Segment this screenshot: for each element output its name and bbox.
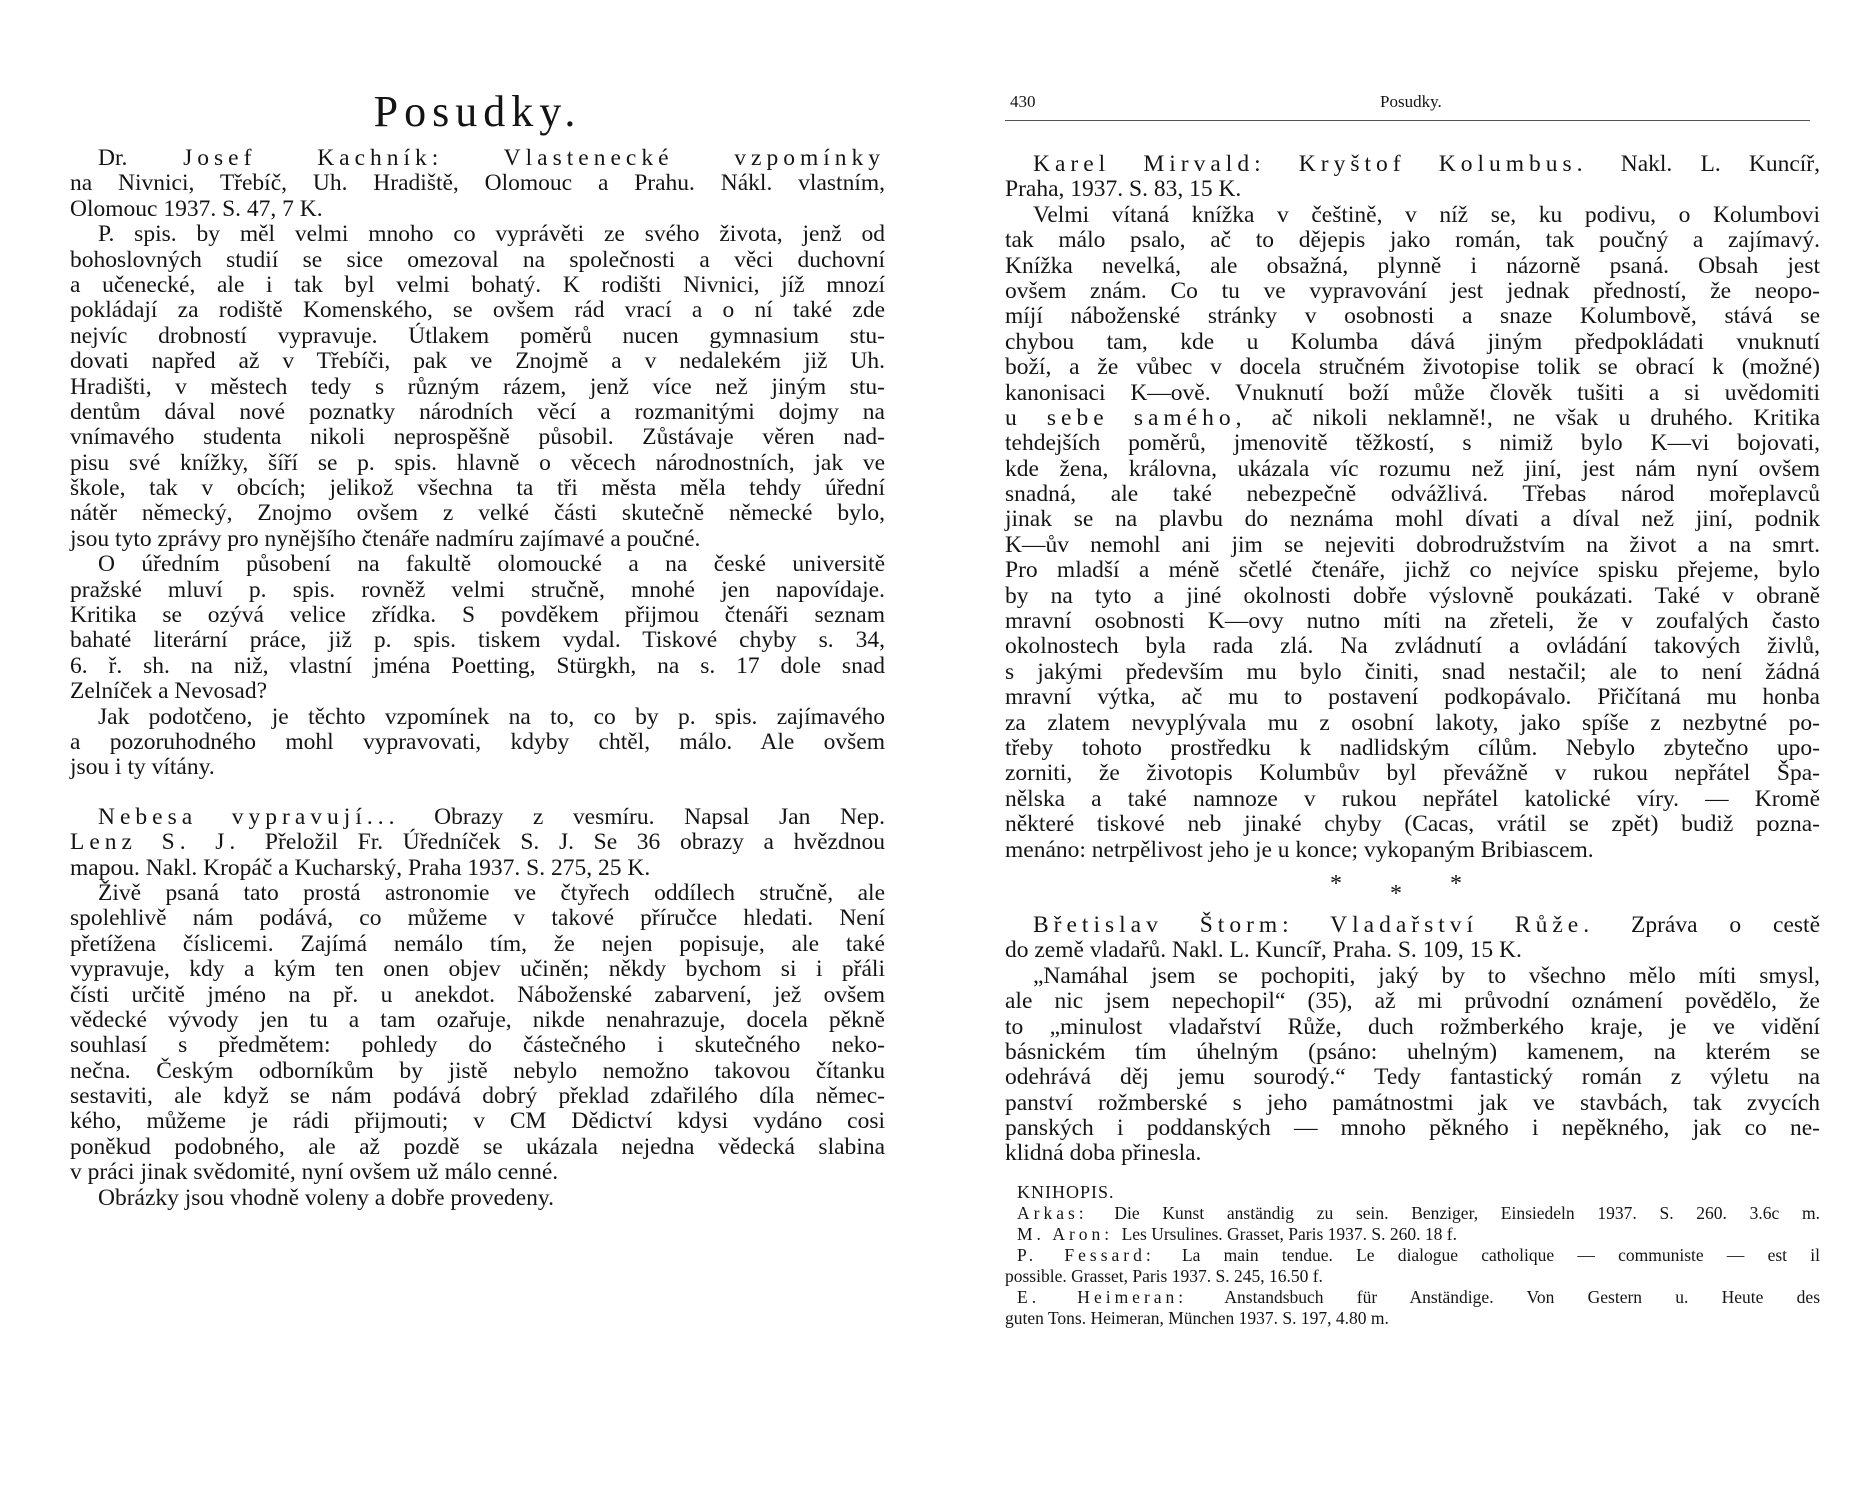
text-line: bahaté literární práce, již p. spis. tiskem vydal. Tiskové chyby s. 34, xyxy=(70,627,885,654)
text-line: Pro mladší a méně sčetlé čtenáře, jichž co nejvíce spisku přejeme, bylo xyxy=(1005,557,1820,584)
text-line: Hradišti, v městech tedy s různým rázem, jenž více než jiným stu- xyxy=(70,373,885,400)
text-line: mapou. Nakl. Kropáč a Kucharský, Praha 1937. S. 275, 25 K. xyxy=(70,854,651,881)
text-line: P. spis. by měl velmi mnoho co vyprávěti ze svého života, jenž od xyxy=(98,221,885,248)
text-line: míjí náboženské stránky v osobnosti a snaze Kolumbově, stává se xyxy=(1005,303,1820,330)
text-line: škole, tak v obcích; jelikož všechna ta tři města měla tehdy úřední xyxy=(70,475,885,502)
text-line: do země vladařů. Nakl. L. Kuncíř, Praha. S. 109, 15 K. xyxy=(1005,937,1522,964)
text-line: třeby tohoto prostředku k nadlidským cílům. Nebylo zbytečno upo- xyxy=(1005,734,1820,761)
text-line: mravní výtka, ač mu to postavení podkopávalo. Přičítaná mu honba xyxy=(1005,684,1820,711)
text-line: v práci jinak svědomité, nyní ovšem už málo cenné. xyxy=(70,1159,559,1186)
text-line: kého, můžeme je rádi přijmouti; v CM Dědictví kdysi vydáno cosi xyxy=(70,1108,885,1135)
review-kachnik xyxy=(70,146,885,1211)
left-page xyxy=(70,0,885,1500)
text-line: mravní osobnosti K—ovy nutno míti na zřeteli, že v zoufalých často xyxy=(1005,608,1820,635)
text-line: O úředním působení na fakultě olomoucké a na české universitě xyxy=(98,551,885,578)
text-line: pisu své knížky, šíří se p. spis. hlavně o věcech národnostních, jak ve xyxy=(70,449,885,476)
text-line: kde žena, královna, ukázala víc rozumu než jiní, jest nám nyní ovšem xyxy=(1005,455,1820,482)
bibliography-entry: guten Tons. Heimeran, München 1937. S. 197, 4.80 m. xyxy=(1005,1307,1389,1328)
text-line: panství rožmberské s jeho památnostmi jak ve stavbách, tak zvycích xyxy=(1005,1089,1820,1116)
text-line: kanonisaci K—ově. Vnuknutí boží může člověk tušiti a si uvědomiti xyxy=(1005,379,1820,406)
page-title: Posudky. xyxy=(373,87,582,136)
text-line: snadná, ale také nebezpečně odvážlivá. Třebas národ mořeplavců xyxy=(1005,481,1820,508)
text-line: nejvíc drobností vypravuje. Útlakem poměrů nucen gymnasium stu- xyxy=(70,322,885,349)
review-heading: Břetislav Štorm: Vladařství Růže. Zpráva o cestě xyxy=(1033,911,1821,938)
right-page xyxy=(1005,0,1820,1500)
text-line: ovšem znám. Co tu ve vypravování jest jednak předností, že neopo- xyxy=(1005,277,1820,304)
bibliography-entry: possible. Grasset, Paris 1937. S. 245, 16.50 f. xyxy=(1005,1265,1323,1286)
text-line: by na tyto a jiné okolnosti dobře výslovně poukázati. Také v obraně xyxy=(1005,582,1820,609)
knihopis-heading: KNIHOPIS. xyxy=(1017,1181,1115,1202)
text-line: vnímavého studenta nikoli neprospěšně působil. Zůstávaje věren nad- xyxy=(70,424,885,451)
bibliography-entry: M. Aron: Les Ursulines. Grasset, Paris 1937. S. 260. 18 f. xyxy=(1017,1223,1457,1244)
text-line: ale nic jsem nepechopil“ (35), až mi průvodní oznámení povědělo, že xyxy=(1005,988,1820,1015)
page-number: 430 xyxy=(1010,92,1036,111)
text-line: odehrává děj jemu sourodý.“ Tedy fantastický román z výletu na xyxy=(1005,1064,1820,1091)
section-gap xyxy=(70,781,885,805)
text-line: souhlasí s předmětem: pohledy do částečného i skutečného neko- xyxy=(70,1032,885,1059)
text-line: za zlatem nevyplývala mu z osobní lakoty, jako spíše z nezbytné po- xyxy=(1005,709,1820,736)
text-line: spolehlivě nám podává, co můžeme v takové příručce hledati. Není xyxy=(70,905,885,932)
text-line: čísti určitě jméno na př. u anekdot. Náboženské zabarvení, jež ovšem xyxy=(70,981,885,1008)
text-line: „Namáhal jsem se pochopiti, jaký by to všechno mělo míti smysl, xyxy=(1033,962,1820,989)
text-line: vypravuje, kdy a kým ten onen objev učiněn; někdy bychom si i přáli xyxy=(70,956,885,983)
text-line: chybou tam, kde u Kolumba dává jiným předpokládati vnuknutí xyxy=(1005,328,1820,355)
text-line: nátěr německý, Znojmo ovšem z velké části skutečně německé bylo, xyxy=(70,500,885,527)
text-line: Zelníček a Nevosad? xyxy=(70,678,268,705)
text-line: jsou tyto zprávy pro nynějšího čtenáře nadmíru zajímavé a poučné. xyxy=(70,525,701,552)
text-line: pokládají za rodiště Komenského, se ovšem rád vrací a o ní také zde xyxy=(70,297,885,324)
bibliography-entry: Arkas: Die Kunst anständig zu sein. Benziger, Einsiedeln 1937. S. 260. 3.6c m. xyxy=(1017,1202,1821,1223)
star-mark: * xyxy=(1330,870,1342,897)
text-line: tehdejších poměrů, jmenovitě těžkostí, s nimiž bylo K—vi bojovati, xyxy=(1005,430,1820,457)
text-line: nečna. Českým odborníkům by jistě nebylo nemožno takovou čítanku xyxy=(70,1057,885,1084)
text-line: přetížena číslicemi. Zajímá nemálo tím, že nejen popisuje, ale také xyxy=(70,930,885,957)
text-line: zorniti, že životopis Kolumbův byl převážně v rukou nepřátel Špa- xyxy=(1005,760,1820,787)
text-line: Lenz S. J. Přeložil Fr. Úředníček S. J. Se 36 obrazy a hvězdnou xyxy=(70,829,885,856)
running-title: Posudky. xyxy=(1380,92,1442,111)
text-line: klidná doba přinesla. xyxy=(1005,1140,1202,1167)
text-line: menáno: netrpělivost jeho je u konce; vykopaným Bribiascem. xyxy=(1005,836,1594,863)
bibliography-entry: E. Heimeran: Anstandsbuch für Anständige. Von Gestern u. Heute des xyxy=(1017,1286,1820,1307)
text-line: Jak podotčeno, je těchto vzpomínek na to, co by p. spis. zajímavého xyxy=(98,703,885,730)
review-heading: Dr. Josef Kachník: Vlastenecké vzpomínky xyxy=(98,145,886,171)
text-line: Živě psaná tato prostá astronomie ve čtyřech oddílech stručně, ale xyxy=(98,879,885,906)
text-line: na Nivnici, Třebíč, Uh. Hradiště, Olomouc a Prahu. Nákl. vlastním, xyxy=(70,170,885,197)
text-line: Obrázky jsou vhodně voleny a dobře provedeny. xyxy=(98,1184,554,1211)
text-line: Velmi vítaná knížka v češtině, v níž se, ku podivu, o Kolumbovi xyxy=(1033,201,1820,228)
text-line: pražské mluví p. spis. rovněž velmi stručně, mnohé jen napovídaje. xyxy=(70,576,885,603)
text-line: poněkud podobného, ale až pozdě se ukázala nejedna vědecká slabina xyxy=(70,1133,885,1160)
text-line: okolnostech byla rada zlá. Na zvládnutí a ovládání takových živlů, xyxy=(1005,633,1820,660)
text-line: a pozoruhodného mohl vypravovati, kdyby chtěl, málo. Ale ovšem xyxy=(70,728,885,755)
text-line: některé tiskové neb jinaké chyby (Cacas, vrátil se zpět) budiž pozna- xyxy=(1005,811,1820,838)
text-line: bohoslovných studií se sice omezoval na společnosti a věci duchovní xyxy=(70,246,885,273)
text-line: tak málo psalo, ač to dějepis jako román, tak poučný a zajímavý. xyxy=(1005,227,1820,254)
section-separator xyxy=(1005,863,1820,913)
text-line: u sebe samého, ač nikoli neklamně!, ne však u druhého. Kritika xyxy=(1005,404,1820,431)
text-line: s jakými především mu bylo činiti, snad nestačil; ale to není žádná xyxy=(1005,658,1820,685)
running-head xyxy=(1005,92,1810,121)
text-line: K—ův nemohl ani jim se nejeviti dobrodružstvím na život a na smrt. xyxy=(1005,531,1820,558)
text-line: básnickém tím úhelným (psáno: uhelným) kamenem, na kterém se xyxy=(1005,1038,1820,1065)
text-line: sestaviti, ale když se nám podává dobrý překlad zdařilého díla němec- xyxy=(70,1083,885,1110)
review-heading: Karel Mirvald: Kryštof Kolumbus. Nakl. L. Kuncíř, xyxy=(1033,151,1820,177)
text-line: Kritika se ozývá velice zřídka. S povděkem přijmou čtenáři seznam xyxy=(70,602,885,629)
text-line: Knížka nevelká, ale obsažná, plynně i názorně psaná. Obsah jest xyxy=(1005,252,1820,279)
text-line: nělska a také namnoze v rukou nepřátel katolické víry. — Kromě xyxy=(1005,785,1820,812)
text-line: dentům dával nové poznatky národních věcí a rozmanitými dojmy na xyxy=(70,398,885,425)
text-line: jinak se na plavbu do neznáma mohl dívati a díval než jiní, podnik xyxy=(1005,506,1820,533)
review-heading: Nebesa vypravují... Obrazy z vesmíru. Napsal Jan Nep. xyxy=(98,803,885,830)
text-line: panských i poddanských — mnoho pěkného i nepěkného, jak co ne- xyxy=(1005,1115,1820,1142)
text-line: boží, a že vůbec v docela stručném životopise tolik se obrací k (možné) xyxy=(1005,354,1820,381)
text-line: to „minulost vladařství Růže, duch rožmberkého kraje, je ve vidění xyxy=(1005,1013,1820,1040)
text-line: Praha, 1937. S. 83, 15 K. xyxy=(1005,176,1242,203)
text-line: jsou i ty vítány. xyxy=(70,754,215,781)
text-line: a učenecké, ale i tak byl velmi bohatý. K rodišti Nivnici, jíž mnozí xyxy=(70,271,885,298)
bibliography-entry: P. Fessard: La main tendue. Le dialogue catholique — communiste — est il xyxy=(1017,1244,1820,1265)
text-line: dovati napřed až v Třebíči, pak ve Znojmě a v nedalekém již Uh. xyxy=(70,348,885,375)
text-line: Olomouc 1937. S. 47, 7 K. xyxy=(70,195,323,222)
star-mark: * xyxy=(1390,880,1402,907)
text-line: 6. ř. sh. na niž, vlastní jména Poetting, Stürgkh, na s. 17 dole snad xyxy=(70,652,885,679)
star-mark: * xyxy=(1450,870,1462,897)
text-line: vědecké vývody jen tu a tam ozařuje, nikde nenahrazuje, docela pěkně xyxy=(70,1006,885,1033)
review-mirvald xyxy=(1005,152,1820,1329)
